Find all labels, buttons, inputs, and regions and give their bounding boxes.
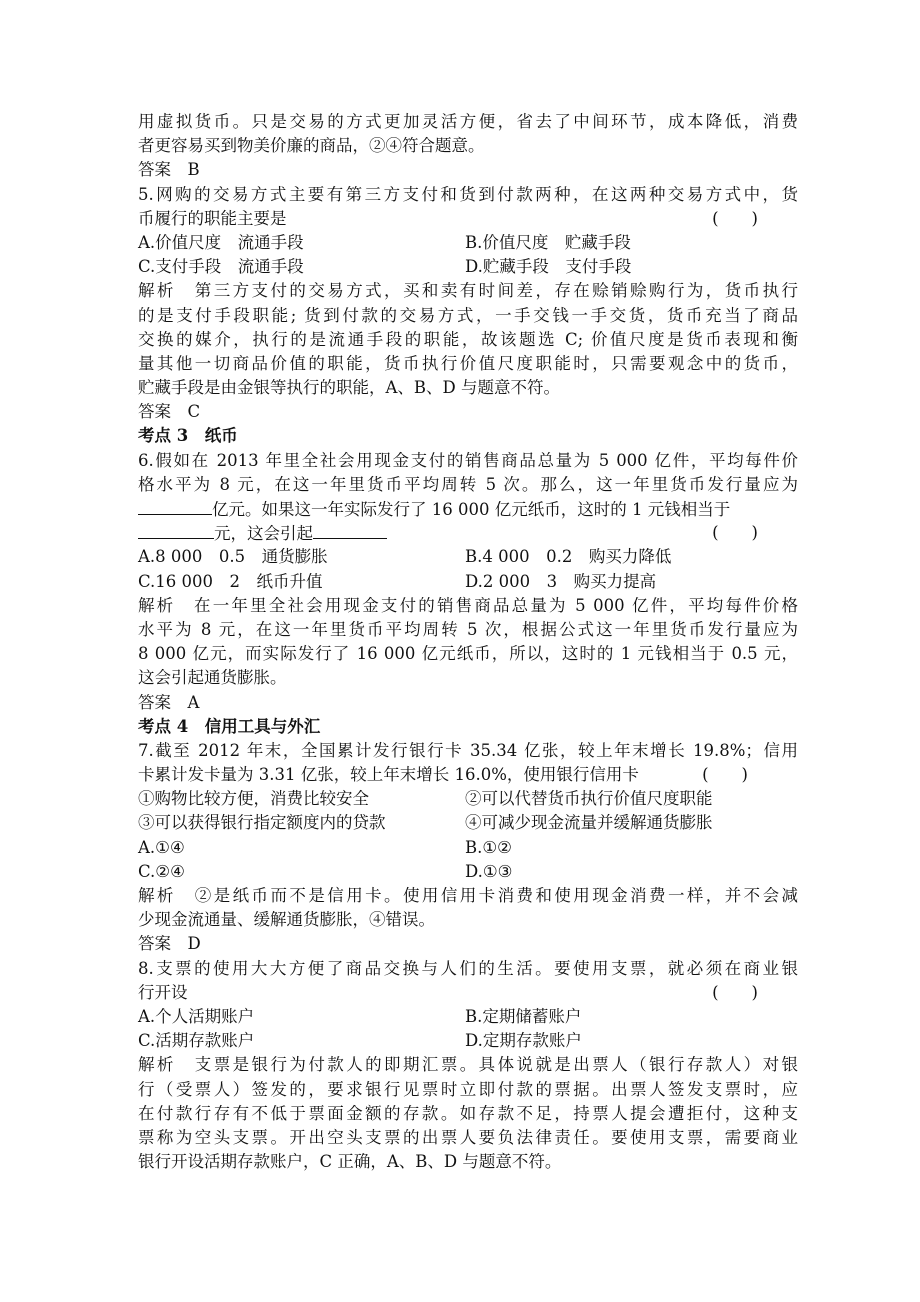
question-text: 币履行的职能主要是 (138, 208, 287, 228)
answer-parentheses: ( ) (702, 765, 748, 785)
option-a: A.8 000 0.5 通货膨胀 (138, 547, 328, 567)
question-6-stem: 6.假如在 2013 年里全社会用现金支付的销售商品总量为 5 000 亿件，平均每件价 (138, 450, 798, 470)
question-6-stem-end (138, 521, 798, 545)
question-7-stem-end (138, 763, 798, 787)
analysis-line: 少现金流通量、缓解通货膨胀，④错误。 (138, 910, 435, 930)
question-text: 卡累计发卡量为 3.31 亿张，较上年末增长 16.0%，使用银行信用卡 (138, 765, 639, 785)
option-b: B.价值尺度 贮藏手段 (465, 232, 631, 252)
option-a: A.①④ (138, 837, 185, 857)
question-5-stem-end (138, 207, 798, 231)
option-b: B.定期储蓄账户 (465, 1006, 582, 1026)
option-a: A.价值尺度 流通手段 (138, 232, 304, 252)
options-row (138, 545, 798, 569)
document-page (138, 110, 798, 1174)
options-row (138, 1029, 798, 1053)
option-d: D.2 000 3 购买力提高 (465, 571, 657, 591)
question-8-stem-end (138, 981, 798, 1005)
option-b: B.①② (465, 837, 512, 857)
analysis-line: 这会引起通货膨胀。 (138, 668, 287, 688)
fill-blank (138, 497, 212, 515)
statement-4: ④可减少现金流量并缓解通货膨胀 (465, 813, 713, 833)
analysis-line: 解析 第三方支付的交易方式，买和卖有时间差，存在赊销赊购行为，货币执行 (138, 281, 798, 301)
question-5-stem: 5.网购的交易方式主要有第三方支付和货到付款两种，在这两种交易方式中，货 (138, 184, 798, 204)
question-text: 元，这会引起 (214, 524, 313, 544)
question-text: 亿元。如果这一年实际发行了 16 000 亿元纸币，这时的 1 元钱相当于 (212, 500, 731, 519)
answer-parentheses: ( ) (712, 523, 758, 543)
options-row (138, 860, 798, 884)
answer-line: 答案 C (138, 402, 201, 422)
question-8-stem: 8.支票的使用大大方便了商品交换与人们的生活。要使用支票，就必须在商业银 (138, 958, 798, 978)
fill-blank (313, 521, 387, 539)
option-d: D.定期存款账户 (465, 1031, 582, 1051)
analysis-line: 票称为空头支票。开出空头支票的出票人要负法律责任。要使用支票，需要商业 (138, 1127, 798, 1147)
analysis-line: 量其他一切商品价值的职能，货币执行价值尺度职能时，只需要观念中的货币， (138, 353, 798, 373)
analysis-line: 银行开设活期存款账户，C 正确，A、B、D 与题意不符。 (138, 1152, 562, 1172)
options-row (138, 1005, 798, 1029)
analysis-line: 在付款行存有不低于票面金额的存款。如存款不足，持票人提会遭拒付，这种支 (138, 1103, 798, 1123)
options-row (138, 231, 798, 255)
analysis-line: 交换的媒介，执行的是流通手段的职能，故该题选 C; 价值尺度是货币表现和衡 (138, 329, 798, 349)
options-row (138, 836, 798, 860)
analysis-line: 贮藏手段是由金银等执行的职能，A、B、D 与题意不符。 (138, 378, 561, 398)
answer-line: 答案 D (138, 934, 201, 954)
option-a: A.个人活期账户 (138, 1006, 255, 1026)
text-line: 者更容易买到物美价廉的商品，②④符合题意。 (138, 136, 485, 156)
answer-parentheses: ( ) (712, 982, 758, 1002)
fill-blank (138, 521, 214, 539)
option-c: C.16 000 2 纸币升值 (138, 571, 323, 591)
analysis-line: 8 000 亿元，而实际发行了 16 000 亿元纸币，所以，这时的 1 元钱相当于 0.5 元， (138, 644, 798, 664)
options-row (138, 570, 798, 594)
option-c: C.活期存款账户 (138, 1031, 255, 1051)
answer-line: 答案 A (138, 692, 200, 712)
section-heading: 考点 4 信用工具与外汇 (138, 716, 321, 736)
analysis-line: 行（受票人）签发的，要求银行见票时立即付款的票据。出票人签发支票时，应 (138, 1079, 798, 1099)
answer-line: 答案 B (138, 160, 200, 180)
analysis-line: 解析 在一年里全社会用现金支付的销售商品总量为 5 000 亿件，平均每件价格 (138, 595, 798, 615)
options-row (138, 255, 798, 279)
answer-parentheses: ( ) (712, 208, 758, 228)
question-7-stem: 7.截至 2012 年末，全国累计发行银行卡 35.34 亿张，较上年末增长 19.8%；信用 (138, 740, 798, 760)
text-line: 用虚拟货币。只是交易的方式更加灵活方便，省去了中间环节，成本降低，消费 (138, 112, 798, 131)
statements-row (138, 811, 798, 835)
question-6-stem (138, 497, 798, 521)
statement-2: ②可以代替货币执行价值尺度职能 (465, 789, 713, 809)
statement-1: ①购物比较方便，消费比较安全 (138, 789, 369, 809)
option-d: D.①③ (465, 861, 513, 881)
analysis-line: 的是支付手段职能; 货到付款的交易方式，一手交钱一手交货，货币充当了商品 (138, 305, 798, 325)
option-b: B.4 000 0.2 购买力降低 (465, 547, 672, 567)
question-6-stem: 格水平为 8 元，在这一年里货币平均周转 5 次。那么，这一年里货币发行量应为 (138, 474, 798, 494)
question-text: 行开设 (138, 982, 188, 1002)
option-c: C.支付手段 流通手段 (138, 257, 304, 277)
analysis-line: 水平为 8 元，在这一年里货币平均周转 5 次，根据公式这一年里货币发行量应为 (138, 619, 798, 639)
option-c: C.②④ (138, 861, 185, 881)
option-d: D.贮藏手段 支付手段 (465, 257, 632, 277)
statement-3: ③可以获得银行指定额度内的贷款 (138, 813, 386, 833)
analysis-line: 解析 支票是银行为付款人的即期汇票。具体说就是出票人（银行存款人）对银 (138, 1055, 798, 1075)
statements-row (138, 787, 798, 811)
analysis-line: 解析 ②是纸币而不是信用卡。使用信用卡消费和使用现金消费一样，并不会减 (138, 886, 798, 905)
section-heading: 考点 3 纸币 (138, 426, 238, 446)
